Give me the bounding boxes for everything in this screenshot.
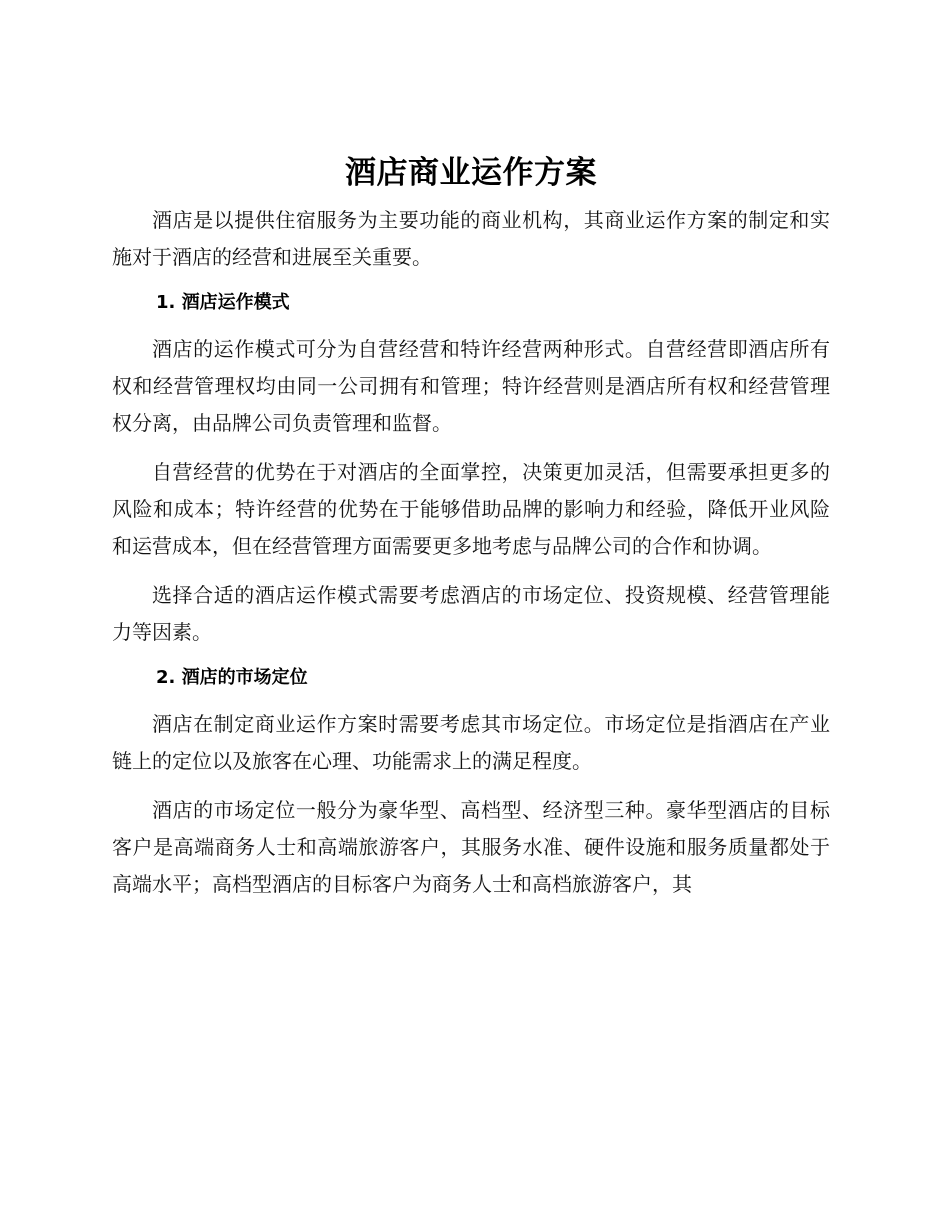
section-operation-model bbox=[112, 288, 830, 651]
document-title: 酒店商业运作方案 bbox=[345, 155, 597, 191]
section-heading: 2. 酒店的市场定位 bbox=[156, 667, 308, 688]
body-paragraph: 自营经营的优势在于对酒店的全面掌控，决策更加灵活，但需要承担更多的风险和成本；特许经营的优势在于能够借助品牌的影响力和经验，降低开业风险和运营成本，但在经营管理方面需要更多地考虑与品牌公司的合作和协调。 bbox=[112, 460, 830, 558]
body-paragraph: 酒店在制定商业运作方案时需要考虑其市场定位。市场定位是指酒店在产业链上的定位以及旅客在心理、功能需求上的满足程度。 bbox=[112, 712, 830, 773]
intro-paragraph: 酒店是以提供住宿服务为主要功能的商业机构，其商业运作方案的制定和实施对于酒店的经营和进展至关重要。 bbox=[112, 208, 830, 269]
section-market-positioning bbox=[112, 663, 830, 903]
body-paragraph: 酒店的运作模式可分为自营经营和特许经营两种形式。自营经营即酒店所有权和经营管理权均由同一公司拥有和管理；特许经营则是酒店所有权和经营管理权分离，由品牌公司负责管理和监督。 bbox=[112, 337, 830, 435]
body-paragraph: 选择合适的酒店运作模式需要考虑酒店的市场定位、投资规模、经营管理能力等因素。 bbox=[112, 583, 830, 644]
body-paragraph: 酒店的市场定位一般分为豪华型、高档型、经济型三种。豪华型酒店的目标客户是高端商务人士和高端旅游客户，其服务水准、硬件设施和服务质量都处于高端水平；高档型酒店的目标客户为商务人士和高档旅游客户，其 bbox=[112, 798, 830, 896]
section-heading: 1. 酒店运作模式 bbox=[156, 292, 290, 313]
document-body bbox=[112, 150, 830, 915]
